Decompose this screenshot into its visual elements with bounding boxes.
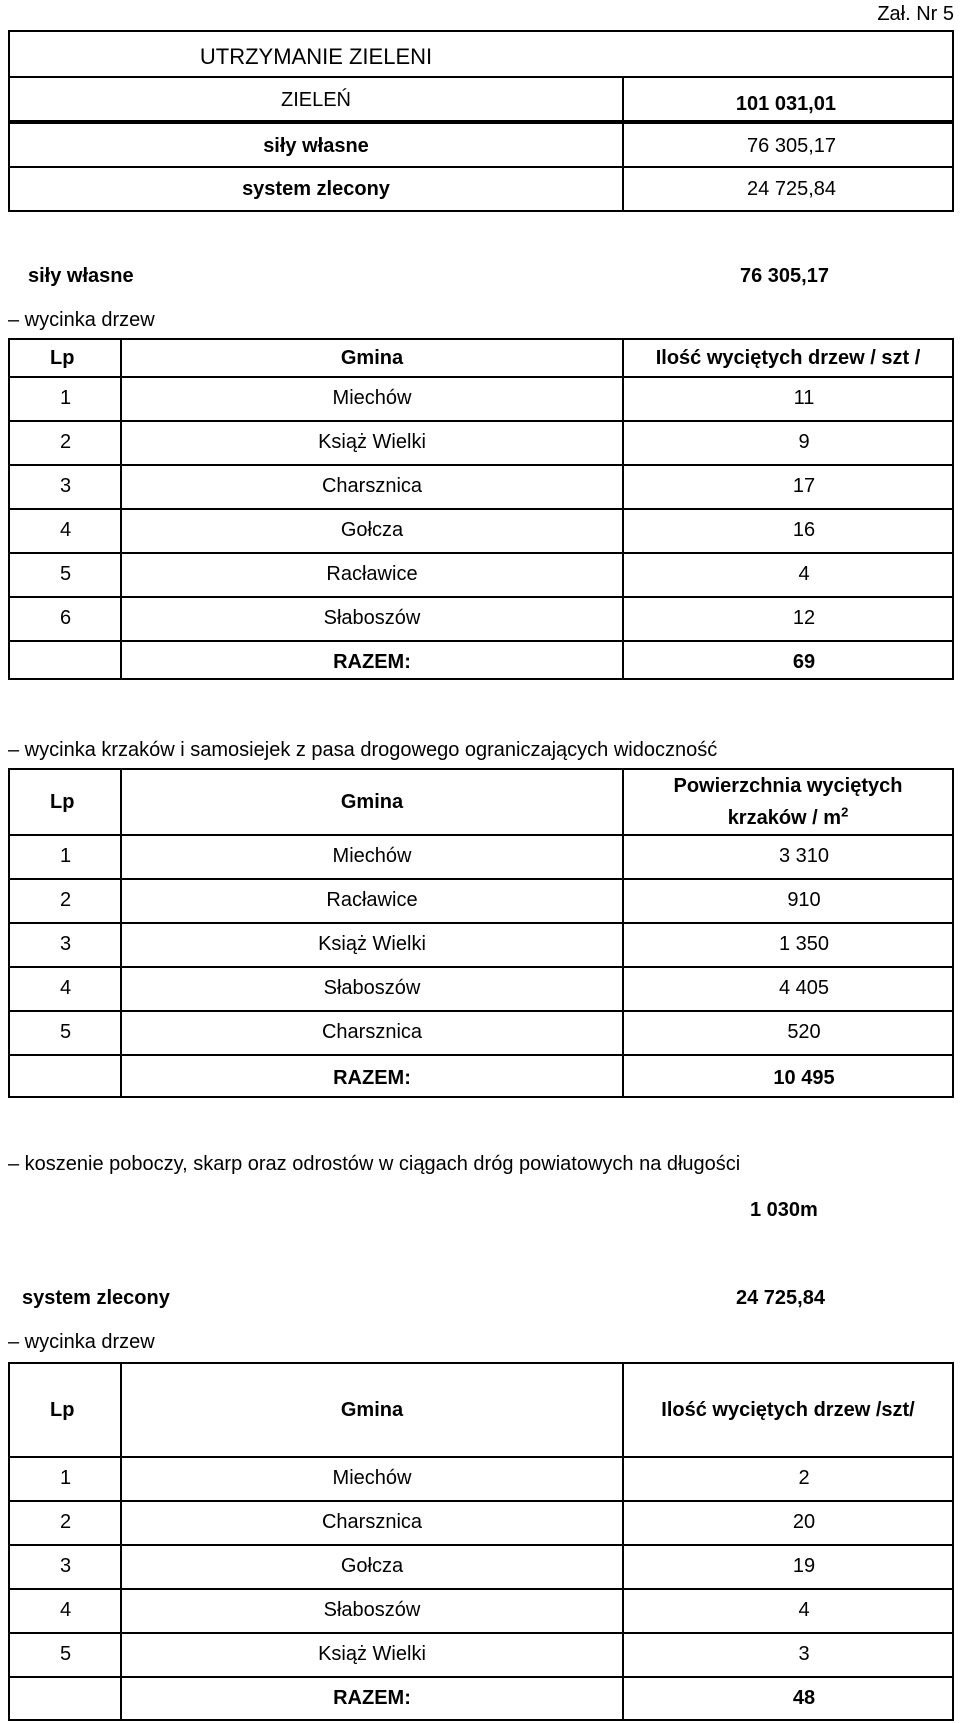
total-value: 48 bbox=[792, 1687, 816, 1709]
cell-qty: 4 bbox=[798, 563, 810, 585]
cell-gmina: Racławice bbox=[326, 563, 418, 585]
row-divider bbox=[10, 1544, 952, 1546]
summary-label: ZIELEŃ bbox=[280, 89, 352, 111]
cell-lp: 1 bbox=[60, 387, 72, 409]
cell-gmina: Książ Wielki bbox=[318, 431, 426, 453]
row-divider bbox=[10, 1500, 952, 1502]
cell-gmina: Charsznica bbox=[321, 1511, 423, 1533]
trees-table bbox=[8, 338, 954, 680]
cell-qty: 3 bbox=[798, 1643, 810, 1665]
summary-label: system zlecony bbox=[242, 178, 390, 200]
cell-lp: 2 bbox=[60, 889, 72, 911]
attachment-label: Zał. Nr 5 bbox=[877, 3, 954, 25]
cell-gmina: Słaboszów bbox=[323, 607, 421, 629]
total-label: RAZEM: bbox=[333, 651, 411, 673]
row-divider bbox=[10, 1632, 952, 1634]
trees-heading: – wycinka drzew bbox=[8, 309, 155, 331]
cell-qty: 4 405 bbox=[778, 977, 830, 999]
cell-lp: 3 bbox=[60, 933, 72, 955]
summary-row bbox=[10, 168, 952, 210]
total-value: 69 bbox=[792, 651, 816, 673]
cell-gmina: Miechów bbox=[332, 1467, 412, 1489]
cell-lp: 2 bbox=[60, 431, 72, 453]
mowing-value: 1 030m bbox=[750, 1199, 818, 1221]
header-area-unit: krzaków / m bbox=[727, 807, 842, 829]
cell-qty: 16 bbox=[792, 519, 816, 541]
cell-qty: 17 bbox=[792, 475, 816, 497]
cell-lp: 4 bbox=[60, 1599, 72, 1621]
header-gmina: Gmina bbox=[340, 791, 404, 813]
contracted-trees-table bbox=[8, 1362, 954, 1721]
cell-qty: 2 bbox=[798, 1467, 810, 1489]
header-area-line2 bbox=[624, 806, 952, 830]
row-divider bbox=[10, 878, 952, 880]
cell-lp: 4 bbox=[60, 977, 72, 999]
row-divider bbox=[10, 640, 952, 642]
cell-gmina: Książ Wielki bbox=[318, 1643, 426, 1665]
row-divider bbox=[10, 922, 952, 924]
row-divider bbox=[10, 1054, 952, 1056]
summary-title: UTRZYMANIE ZIELENI bbox=[199, 44, 433, 69]
cell-lp: 1 bbox=[60, 845, 72, 867]
row-divider bbox=[10, 834, 952, 836]
header-lp: Lp bbox=[50, 347, 75, 369]
row-divider bbox=[10, 1010, 952, 1012]
header-area-line1: Powierzchnia wyciętych bbox=[673, 775, 903, 797]
summary-value: 24 725,84 bbox=[747, 178, 836, 200]
cell-gmina: Książ Wielki bbox=[318, 933, 426, 955]
cell-gmina: Miechów bbox=[332, 387, 412, 409]
own-forces-value: 76 305,17 bbox=[740, 265, 829, 287]
cell-gmina: Racławice bbox=[326, 889, 418, 911]
row-divider bbox=[10, 1676, 952, 1678]
header-qty: Ilość wyciętych drzew /szt/ bbox=[661, 1399, 915, 1421]
mowing-heading: – koszenie poboczy, skarp oraz odrostów w ciągach dróg powiatowych na długości bbox=[8, 1153, 741, 1175]
cell-qty: 19 bbox=[792, 1555, 816, 1577]
cell-lp: 5 bbox=[60, 1021, 72, 1043]
header-area-sup: 2 bbox=[841, 804, 849, 820]
cell-qty: 12 bbox=[792, 607, 816, 629]
bushes-heading: – wycinka krzaków i samosiejek z pasa drogowego ograniczających widoczność bbox=[8, 739, 718, 761]
cell-gmina: Charsznica bbox=[321, 475, 423, 497]
header-lp: Lp bbox=[50, 1399, 75, 1421]
row-divider bbox=[10, 508, 952, 510]
cell-gmina: Słaboszów bbox=[323, 1599, 421, 1621]
row-divider bbox=[10, 1456, 952, 1458]
cell-lp: 5 bbox=[60, 1643, 72, 1665]
header-qty: Ilość wyciętych drzew / szt / bbox=[655, 347, 921, 369]
summary-label: siły własne bbox=[263, 135, 369, 157]
contracted-label: system zlecony bbox=[22, 1287, 170, 1309]
cell-gmina: Gołcza bbox=[340, 1555, 404, 1577]
cell-gmina: Charsznica bbox=[321, 1021, 423, 1043]
total-label: RAZEM: bbox=[333, 1067, 411, 1089]
cell-lp: 6 bbox=[60, 607, 72, 629]
row-divider bbox=[10, 596, 952, 598]
total-label: RAZEM: bbox=[333, 1687, 411, 1709]
summary-row bbox=[10, 78, 952, 124]
header-gmina: Gmina bbox=[340, 347, 404, 369]
cell-lp: 3 bbox=[60, 475, 72, 497]
row-divider bbox=[10, 1588, 952, 1590]
summary-value: 76 305,17 bbox=[747, 135, 836, 157]
summary-value: 101 031,01 bbox=[735, 93, 836, 115]
row-divider bbox=[10, 464, 952, 466]
summary-title-row bbox=[10, 32, 952, 78]
cell-gmina: Gołcza bbox=[340, 519, 404, 541]
cell-qty: 1 350 bbox=[778, 933, 830, 955]
total-value: 10 495 bbox=[773, 1067, 835, 1089]
row-divider bbox=[10, 376, 952, 378]
cell-qty: 4 bbox=[798, 1599, 810, 1621]
cell-gmina: Miechów bbox=[332, 845, 412, 867]
bushes-table bbox=[8, 768, 954, 1098]
header-gmina: Gmina bbox=[340, 1399, 404, 1421]
cell-lp: 2 bbox=[60, 1511, 72, 1533]
cell-lp: 1 bbox=[60, 1467, 72, 1489]
row-divider bbox=[10, 420, 952, 422]
summary-divider bbox=[622, 78, 624, 210]
cell-qty: 3 310 bbox=[778, 845, 830, 867]
header-lp: Lp bbox=[50, 791, 75, 813]
contracted-trees-heading: – wycinka drzew bbox=[8, 1331, 155, 1353]
cell-gmina: Słaboszów bbox=[323, 977, 421, 999]
summary-row bbox=[10, 124, 952, 168]
cell-lp: 3 bbox=[60, 1555, 72, 1577]
cell-qty: 520 bbox=[787, 1021, 821, 1043]
summary-table bbox=[8, 30, 954, 212]
cell-qty: 20 bbox=[792, 1511, 816, 1533]
cell-lp: 4 bbox=[60, 519, 72, 541]
cell-lp: 5 bbox=[60, 563, 72, 585]
own-forces-label: siły własne bbox=[28, 265, 134, 287]
contracted-value: 24 725,84 bbox=[736, 1287, 825, 1309]
row-divider bbox=[10, 966, 952, 968]
row-divider bbox=[10, 552, 952, 554]
cell-qty: 9 bbox=[798, 431, 810, 453]
cell-qty: 910 bbox=[787, 889, 821, 911]
cell-qty: 11 bbox=[793, 387, 815, 409]
